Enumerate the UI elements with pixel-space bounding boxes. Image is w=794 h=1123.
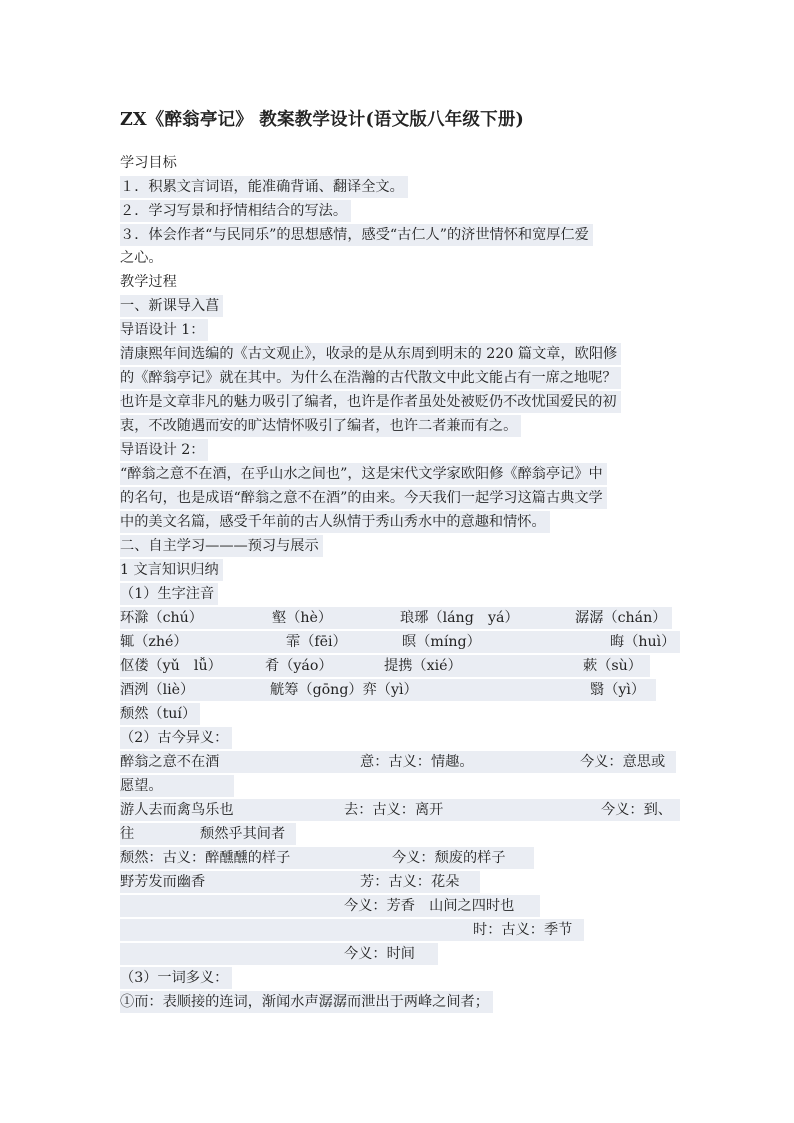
gujin-modern: 今义：意思或 bbox=[580, 754, 666, 770]
pron-item: 潺潺（chán） bbox=[575, 610, 667, 626]
intro-1-label: 导语设计 1： bbox=[120, 319, 208, 341]
objectives-heading: 学习目标 bbox=[120, 155, 177, 171]
pronunciation-row bbox=[120, 655, 650, 677]
gujin-row bbox=[120, 919, 584, 941]
gujin-ancient: 时：古义：季节 bbox=[473, 922, 573, 938]
pron-item: 壑（hè） bbox=[272, 610, 333, 626]
gujin-row bbox=[120, 871, 480, 893]
gujin-row bbox=[120, 847, 534, 869]
gujin-modern: 今义：时间 bbox=[344, 946, 415, 962]
pron-item: 暝（míng） bbox=[402, 634, 481, 650]
polysemy-item: ①而：表顺接的连词，渐闻水声潺潺而泄出于两峰之间者； bbox=[120, 991, 493, 1013]
pron-item: 翳（yì） bbox=[590, 682, 646, 698]
document-title: ZX《醉翁亭记》 教案教学设计(语文版八年级下册) bbox=[120, 110, 525, 130]
gujin-ancient: 去：古义：离开 bbox=[344, 802, 444, 818]
intro-2-label: 导语设计 2： bbox=[120, 439, 208, 461]
gujin-phrase: 野芳发而幽香 bbox=[120, 874, 206, 890]
gujin-row bbox=[120, 943, 438, 965]
objective-3: ３．体会作者“与民同乐”的思想感情，感受“古仁人”的济世情怀和宽厚仁爱 bbox=[120, 224, 593, 246]
gujin-row bbox=[120, 799, 680, 821]
objective-2: ２．学习写景和抒情相结合的写法。 bbox=[120, 200, 351, 222]
pron-item: 觥筹（gōng）弈（yì） bbox=[270, 682, 418, 698]
pron-item: 肴（yáo） bbox=[265, 658, 333, 674]
pronunciation-row bbox=[120, 607, 672, 629]
intro-1-line: 也许是文章非凡的魅力吸引了编者，也许是作者虽处处被贬仍不改忧国爱民的初 bbox=[120, 391, 621, 413]
gujin-phrase: 醉翁之意不在酒 bbox=[120, 754, 220, 770]
objective-3-cont: 之心。 bbox=[120, 250, 163, 266]
gujin-ancient: 意：古义：情趣。 bbox=[360, 754, 474, 770]
subsection-1-heading: 1 文言知识归纳 bbox=[120, 559, 223, 581]
gujin-modern: 今义：芳香 山间之四时也 bbox=[344, 898, 515, 914]
pronunciation-row: 颓然（tuí） bbox=[120, 703, 200, 725]
intro-1-line: 衷，不改随遇而安的旷达情怀吸引了编者，也许二者兼而有之。 bbox=[120, 415, 521, 437]
gujin-row bbox=[120, 823, 296, 845]
pron-item: 环滁（chú） bbox=[120, 610, 203, 626]
gujin-row-cont: 愿望。 bbox=[120, 775, 234, 797]
intro-1-line: 的《醉翁亭记》就在其中。为什么在浩瀚的古代散文中此文能占有一席之地呢？ bbox=[120, 367, 621, 389]
polysemy-heading: （3）一词多义： bbox=[120, 967, 232, 989]
gujin-row bbox=[120, 751, 676, 773]
gujin-phrase: 颓然乎其间者 bbox=[200, 826, 286, 842]
gujin-modern: 今义：到、 bbox=[601, 802, 672, 818]
pron-item: 霏（fēi） bbox=[286, 634, 347, 650]
intro-1-line: 清康熙年间选编的《古文观止》，收录的是从东周到明末的 220 篇文章，欧阳修 bbox=[120, 343, 621, 365]
objective-1: １．积累文言词语，能准确背诵、翻译全文。 bbox=[120, 176, 408, 198]
pron-item: 提携（xié） bbox=[384, 658, 462, 674]
gujin-modern-cont: 往 bbox=[120, 826, 135, 842]
process-heading: 教学过程 bbox=[120, 274, 177, 290]
pron-item: 琅琊（láng yá） bbox=[400, 610, 519, 626]
gujin-ancient: 芳：古义：花朵 bbox=[360, 874, 460, 890]
pron-item: 酒洌（liè） bbox=[120, 682, 195, 698]
pron-item: 晦（huì） bbox=[610, 634, 676, 650]
pronunciation-row bbox=[120, 631, 680, 653]
gujin-modern: 今义：颓废的样子 bbox=[392, 850, 506, 866]
gujin-heading: （2）古今异义： bbox=[120, 727, 232, 749]
pronunciation-heading: （1）生字注音 bbox=[120, 583, 218, 605]
pron-item: 蔌（sù） bbox=[583, 658, 642, 674]
pron-item: 辄（zhé） bbox=[120, 634, 188, 650]
intro-2-line: 的名句，也是成语“醉翁之意不在酒”的由来。今天我们一起学习这篇古典文学 bbox=[120, 487, 607, 509]
section-1-heading: 一、新课导入菖 bbox=[120, 295, 223, 317]
gujin-row bbox=[120, 895, 540, 917]
gujin-phrase: 游人去而禽鸟乐也 bbox=[120, 802, 234, 818]
intro-2-line: “醉翁之意不在酒，在乎山水之间也”，这是宋代文学家欧阳修《醉翁亭记》中 bbox=[120, 463, 607, 485]
pron-item: 伛偻（yǔ lǚ） bbox=[120, 658, 222, 674]
gujin-ancient: 颓然：古义：醉醺醺的样子 bbox=[120, 850, 291, 866]
section-2-heading: 二、自主学习———预习与展示 bbox=[120, 535, 323, 557]
intro-2-line: 中的美文名篇，感受千年前的古人纵情于秀山秀水中的意趣和情怀。 bbox=[120, 511, 550, 533]
pronunciation-row bbox=[120, 679, 656, 701]
